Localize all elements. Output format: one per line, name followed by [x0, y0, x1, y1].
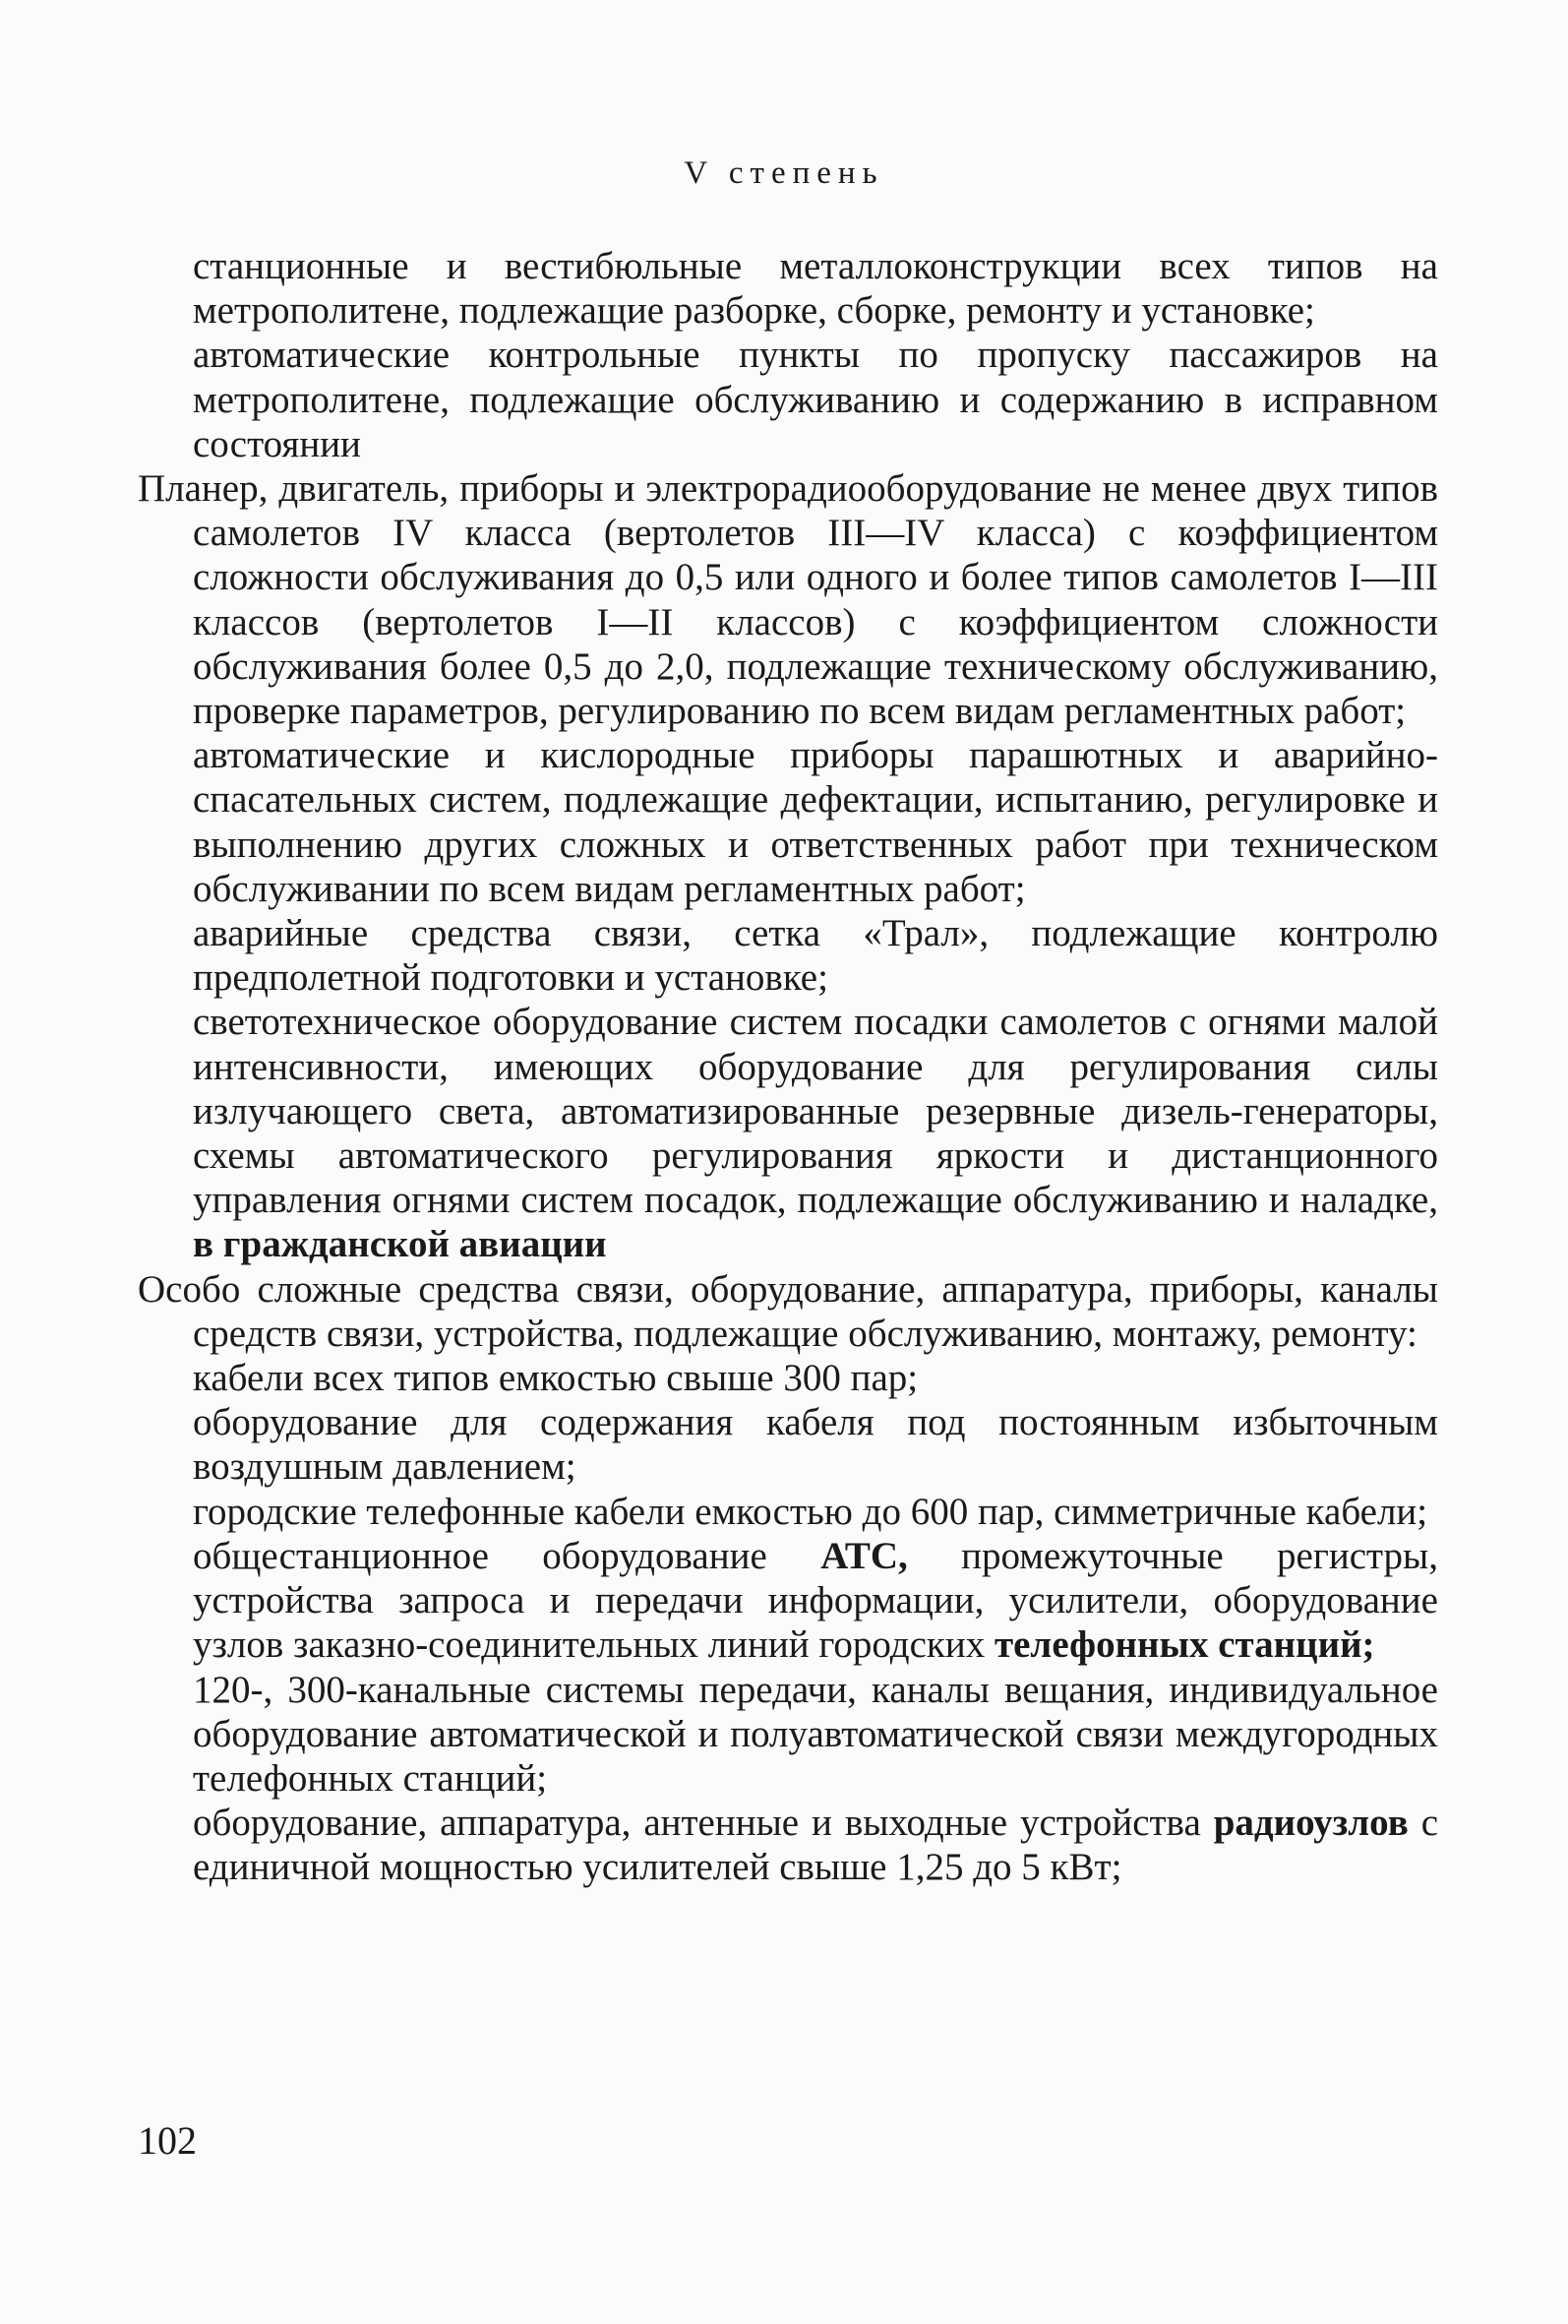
lighting-bold-text: в гражданской авиации [193, 1223, 607, 1266]
paragraph-oxygen-devices: автоматические и кислородные приборы парашютных и аварийно-спасательных систем, подлежащие дефектации, испытанию, регулировке и выполнению других сложных и ответственных работ при техническом обслуживании по всем видам регламентных работ; [193, 734, 1438, 910]
paragraph-control-points: автоматические контрольные пункты по пропуску пассажиров на метрополитене, подлежащие обслуживанию и содержанию в исправном состоянии [193, 334, 1438, 465]
paragraph-ats [138, 1534, 1438, 1668]
page-number: 102 [138, 2118, 197, 2163]
paragraph-metal-structures: станционные и вестибюльные металлоконструкции всех типов на метрополитене, подлежащие разборке, сборке, ремонту и установке; [193, 245, 1438, 333]
paragraph-transmission: 120-, 300-канальные системы передачи, каналы вещания, индивидуальное оборудование автоматической и полуавтоматической связи междугородных телефонных станций; [193, 1668, 1438, 1800]
ats-text-middle: промежуточные регистры, устройства запроса и передачи информации, усилители, оборудование узлов заказно-соединительных линий городских [193, 1534, 1439, 1667]
paragraph-city-cables: городские телефонные кабели емкостью до 600 пар, симметричные кабели; [193, 1490, 1428, 1533]
running-header: V степень [684, 155, 884, 191]
paragraph-emergency-comms: аварийные средства связи, сетка «Трал», подлежащие контролю предполетной подготовки и установке; [193, 912, 1438, 1000]
ats-text-before: общестанционное оборудование [193, 1534, 767, 1577]
paragraph-radio-nodes [138, 1801, 1438, 1889]
paragraph-lighting [138, 1000, 1438, 1266]
radio-bold-text: радиоузлов [1213, 1802, 1409, 1845]
radio-text-before: оборудование, аппаратура, антенные и выходные устройства [193, 1802, 1201, 1845]
radio-text-after: с единичной мощностью усилителей свыше 1,25 до 5 кВт; [193, 1802, 1439, 1889]
ats-bold-text: АТС, [820, 1534, 908, 1577]
ats-bold-text-end: телефонных станций; [994, 1623, 1375, 1667]
body-text [138, 244, 1438, 1890]
paragraph-complex-comms: Особо сложные средства связи, оборудование, аппаратура, приборы, каналы средств связи, устройства, подлежащие обслуживанию, монтажу, ремонту: [138, 1267, 1438, 1355]
paragraph-cables: кабели всех типов емкостью свыше 300 пар; [193, 1357, 919, 1400]
lighting-text: светотехническое оборудование систем посадки самолетов с огнями малой интенсивности, имеющих оборудование для регулирования силы излучающего света, автоматизированные резервные дизель-генераторы, схемы автоматического регулирования яркости и дистанционного управления огнями систем посадок, подлежащие обслуживанию и наладке, [193, 1001, 1438, 1222]
paragraph-airframe: Планер, двигатель, приборы и электрорадиооборудование не менее двух типов самолетов IV класса (вертолетов III—IV класса) с коэффициентом сложности обслуживания до 0,5 или одного и более типов самолетов I—III классов (вертолетов I—II классов) с коэффициентом сложности обслуживания более 0,5 до 2,0, подлежащие техническому обслуживанию, проверке параметров, регулированию по всем видам регламентных работ; [138, 467, 1438, 733]
paragraph-cable-pressure: оборудование для содержания кабеля под постоянным избыточным воздушным давлением; [193, 1401, 1438, 1489]
